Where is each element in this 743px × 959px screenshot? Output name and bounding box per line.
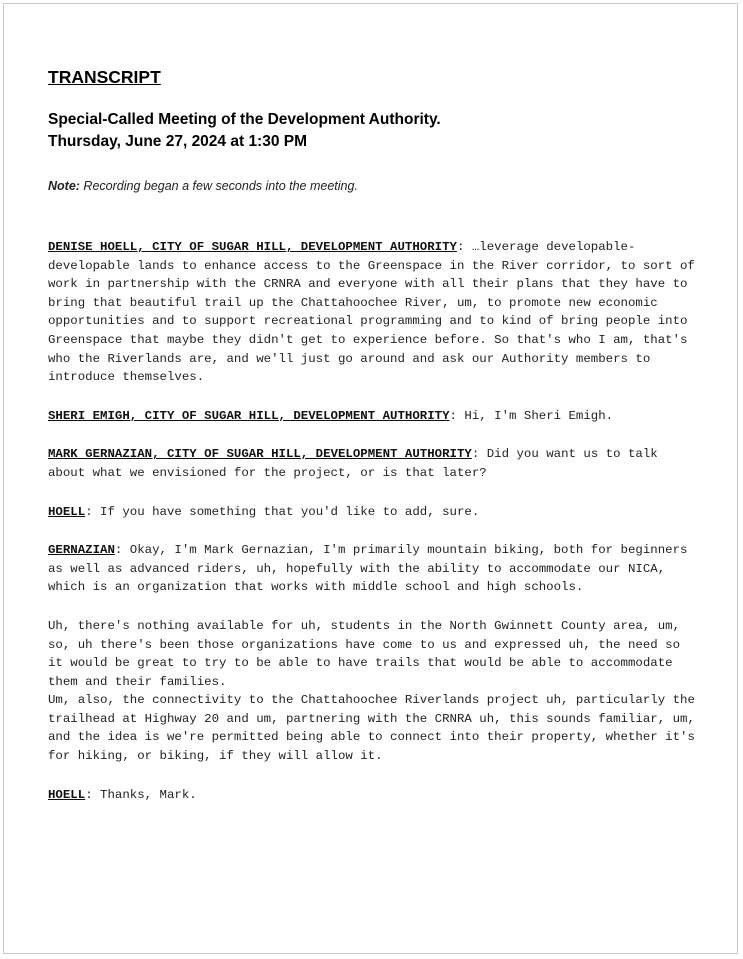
document-page — [3, 3, 738, 954]
note-text: Recording began a few seconds into the meeting. — [79, 179, 358, 193]
transcript-entry-emigh — [48, 407, 698, 426]
continuation-paragraph: Uh, there's nothing available for uh, students in the North Gwinnett County area, um, so, uh there's been those organizations have come to us and expressed uh, the need so it would be great to try to be able to have trails that would be able to accommodate them and their families. — [48, 618, 681, 689]
document-title: TRANSCRIPT — [48, 67, 161, 87]
meeting-heading — [48, 109, 698, 153]
transcript-entry-hoell-closing — [48, 786, 698, 805]
continuation-paragraph: Um, also, the connectivity to the Chattahoochee Riverlands project uh, particularly the trailhead at Highway 20 and um, partnering with the CRNRA uh, this sounds familiar, um, and the idea is we're permitted being able to connect into their property, whether it's for hiking, or biking, if they will allow it. — [48, 693, 695, 764]
meeting-name: Special-Called Meeting of the Development Authority. — [48, 111, 441, 128]
transcript-entry-gernazian — [48, 445, 698, 482]
transcript-entry-hoell-reply — [48, 503, 698, 522]
transcript-entry-gernazian-intro — [48, 541, 698, 597]
speech-text: : Hi, I'm Sheri Emigh. — [449, 408, 614, 423]
transcript-body — [48, 238, 698, 804]
speaker-name: GERNAZIAN — [48, 543, 115, 558]
meeting-date: Thursday, June 27, 2024 at 1:30 PM — [48, 133, 308, 150]
document-content — [48, 66, 698, 824]
speaker-name: HOELL — [48, 504, 86, 519]
speaker-name: SHERI EMIGH, CITY OF SUGAR HILL, DEVELOPMENT AUTHORITY — [48, 408, 450, 423]
speaker-name: HOELL — [48, 787, 86, 802]
speech-text: : Thanks, Mark. — [85, 787, 197, 802]
transcript-entry-hoell — [48, 238, 698, 387]
note-label: Note: — [48, 179, 80, 193]
recording-note — [48, 178, 698, 194]
speech-text: : Okay, I'm Mark Gernazian, I'm primarily mountain biking, both for beginners as well as advanced riders, uh, hopefully with the ability to accommodate our NICA, which is an organization that works with middle school and high schools. — [48, 543, 688, 595]
speaker-name: DENISE HOELL, CITY OF SUGAR HILL, DEVELOPMENT AUTHORITY — [48, 240, 457, 254]
speech-text: : …leverage developable-developable lands to enhance access to the Greenspace in the River corridor, to sort of work in partnership with the CRNRA and everyone with all their plans that they have to bring that beautiful trail up the Chattahoochee River, um, to promote new economic opportunities and to support recreational programming and to kind of bring people into Greenspace that maybe they didn't get to experience before. So that's who I am, that's who the Riverlands are, and we'll just go around and ask our Authority members to introduce themselves. — [48, 240, 695, 385]
speech-text: : If you have something that you'd like to add, sure. — [85, 504, 480, 519]
speaker-name: MARK GERNAZIAN, CITY OF SUGAR HILL, DEVELOPMENT AUTHORITY — [48, 447, 472, 462]
speech-text: : Did you want us to talk about what we envisioned for the project, or is that later? — [48, 447, 658, 480]
